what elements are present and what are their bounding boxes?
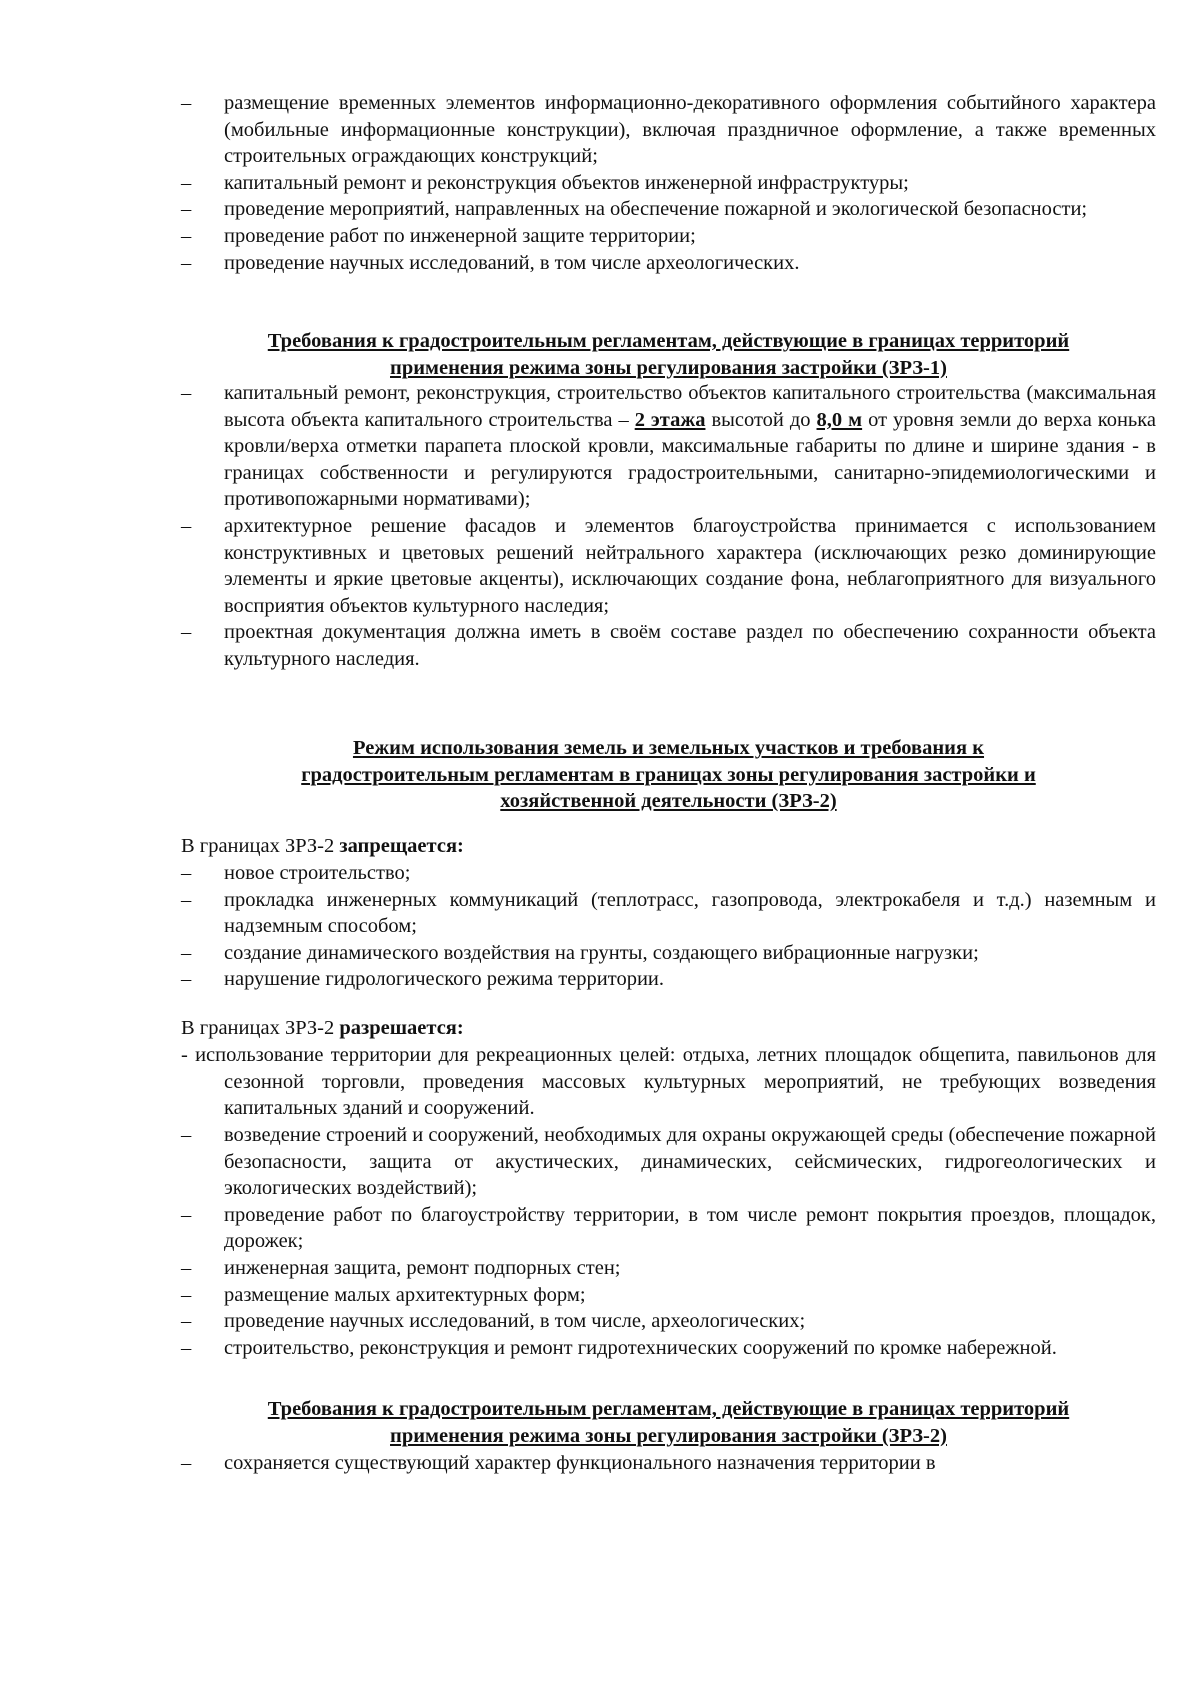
- list-item: – прокладка инженерных коммуникаций (теплотрасс, газопровода, электрокабеля и т.д.) наземным и надземным способом;: [181, 888, 1156, 938]
- list-dash: –: [181, 1124, 192, 1146]
- list-dash: –: [181, 514, 192, 537]
- list-item: – проведение работ по благоустройству территории, в том числе ремонт покрытия проездов, площадок, дорожек;: [181, 1203, 1156, 1253]
- list-dash: –: [181, 1256, 192, 1279]
- top-list: [181, 90, 1156, 276]
- list-dash: –: [181, 1310, 192, 1333]
- height-meters: 8,0 м: [816, 408, 863, 431]
- zrz1-list: [181, 380, 1156, 673]
- list-item: – возведение строений и сооружений, необходимых для охраны окружающей среды (обеспечение пожарной безопасности, защита от акустических, динамических, сейсмических, гидрогеологических и экологических воздействий);: [181, 1124, 1156, 1200]
- list-item: – капитальный ремонт, реконструкция, строительство объектов капитального строительства (максимальная высота объекта капитального строительства – 2 этажа высотой до 8,0 м от уровня земли до верха конька кровли/верха отметки парапета плоской кровли, максимальные габариты по длине и ширине здания - в границах собственности и регулируются градостроительными, санитарно-эпидемиологическими и противопожарными нормативами);: [181, 382, 1157, 511]
- prohibited-list: [181, 860, 1156, 993]
- list-dash: –: [181, 941, 192, 964]
- section-heading-zrz2-regime: Режим использования земель и земельных участков и требования к градостроительным регламентам в границах зоны регулирования застройки и хозяйственной деятельности (ЗРЗ-2): [301, 737, 1036, 813]
- section-heading-zrz2: Требования к градостроительным регламентам, действующие в границах территорий применения режима зоны регулирования застройки (ЗРЗ-2): [267, 1398, 1070, 1447]
- height-floors: 2 этажа: [634, 408, 706, 431]
- list-dash: –: [181, 171, 192, 194]
- list-dash: –: [181, 888, 192, 911]
- list-item: – новое строительство;: [181, 860, 1156, 887]
- list-item: – капитальный ремонт и реконструкция объектов инженерной инфраструктуры;: [181, 170, 1156, 197]
- allowed-intro: В границах ЗРЗ-2 разрешается:: [181, 1017, 464, 1039]
- zrz2-list: [181, 1450, 1156, 1477]
- list-item: – проведение работ по инженерной защите территории;: [181, 223, 1156, 250]
- allowed-first-item: - использование территории для рекреационных целей: отдыха, летних площадок общепита, павильонов для сезонной торговли, проведения массовых культурных мероприятий, не требующих возведения капитальных зданий и сооружений.: [181, 1044, 1156, 1120]
- list-dash: –: [181, 1452, 192, 1474]
- list-item: – проведение мероприятий, направленных на обеспечение пожарной и экологической безопасности;: [181, 196, 1156, 223]
- list-item: – строительство, реконструкция и ремонт гидротехнических сооружений по кромке набережной.: [181, 1335, 1156, 1362]
- list-item: – нарушение гидрологического режима территории.: [181, 966, 1156, 993]
- list-item: – архитектурное решение фасадов и элементов благоустройства принимается с использованием конструктивных и цветовых решений нейтрального характера (исключающих резко доминирующие элементы и яркие цветовые акценты), исключающих создание фона, неблагоприятного для визуального восприятия объектов культурного наследия;: [181, 514, 1156, 617]
- list-item: – проведение научных исследований, в том числе археологических.: [181, 250, 1156, 277]
- section-heading-zrz1: Требования к градостроительным регламентам, действующие в границах территорий применения режима зоны регулирования застройки (ЗРЗ-1): [267, 330, 1070, 379]
- list-dash: –: [181, 1336, 192, 1359]
- list-dash: –: [181, 621, 192, 644]
- list-dash: –: [181, 1283, 192, 1306]
- list-dash: –: [181, 92, 192, 114]
- list-item: – проведение научных исследований, в том числе, археологических;: [181, 1308, 1156, 1335]
- list-dash: –: [181, 968, 192, 991]
- list-dash: –: [181, 382, 192, 404]
- list-item: – сохраняется существующий характер функционального назначения территории в: [181, 1450, 1156, 1477]
- list-dash: –: [181, 862, 192, 884]
- allowed-list: [181, 1122, 1156, 1361]
- list-dash: –: [181, 224, 192, 247]
- list-item: – инженерная защита, ремонт подпорных стен;: [181, 1255, 1156, 1282]
- list-dash: –: [181, 198, 192, 221]
- list-dash: –: [181, 1203, 192, 1226]
- list-item: – размещение временных элементов информационно-декоративного оформления событийного характера (мобильные информационные конструкции), включая праздничное оформление, а также временных строительных ограждающих конструкций;: [181, 92, 1156, 168]
- list-dash: –: [181, 251, 192, 274]
- list-item: – размещение малых архитектурных форм;: [181, 1282, 1156, 1309]
- prohibited-intro: В границах ЗРЗ-2 запрещается:: [181, 835, 464, 857]
- list-item: – создание динамического воздействия на грунты, создающего вибрационные нагрузки;: [181, 940, 1156, 967]
- list-item: – проектная документация должна иметь в своём составе раздел по обеспечению сохранности объекта культурного наследия.: [181, 621, 1156, 670]
